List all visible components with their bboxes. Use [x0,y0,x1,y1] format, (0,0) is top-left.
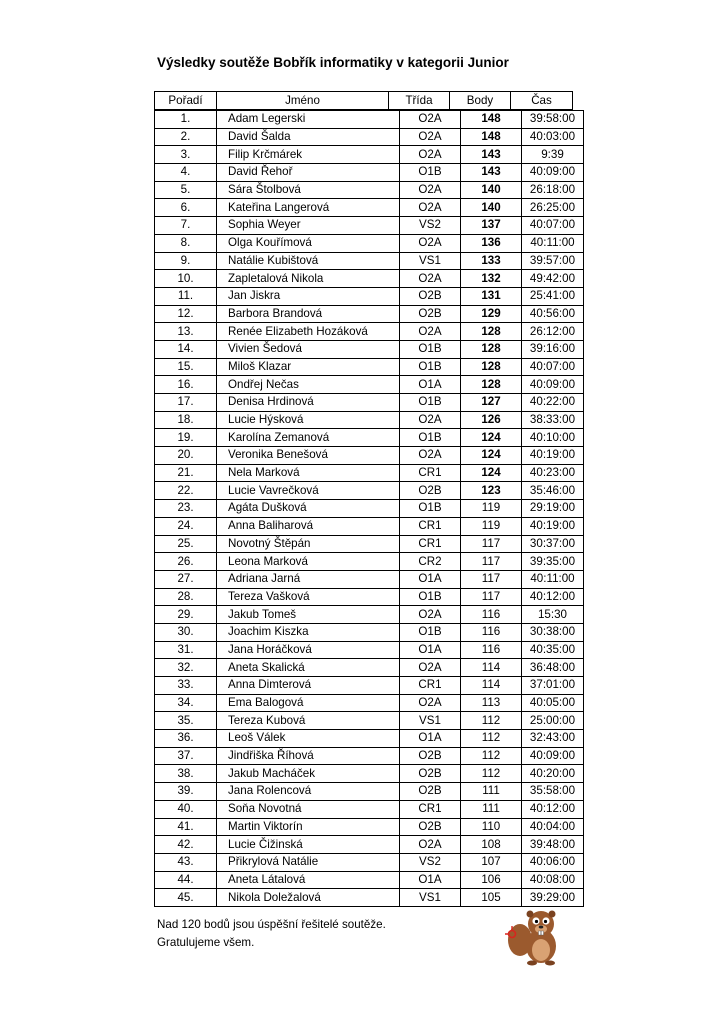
cell-rank: 9. [155,252,217,270]
cell-name: Renée Elizabeth Hozáková [217,323,400,341]
cell-class: O2A [400,323,461,341]
cell-rank: 12. [155,305,217,323]
table-row [155,871,584,889]
cell-points: 140 [461,181,522,199]
cell-class: O2A [400,447,461,465]
cell-class: O2A [400,111,461,129]
cell-rank: 38. [155,765,217,783]
beaver-foot-right [545,961,555,966]
cell-name: Zapletalová Nikola [217,270,400,288]
cell-points: 148 [461,111,522,129]
cell-time: 40:10:00 [522,429,584,447]
cell-time: 39:58:00 [522,111,584,129]
cell-rank: 36. [155,730,217,748]
cell-class: CR1 [400,517,461,535]
footer-congrats: Gratulujeme všem. [157,936,255,949]
cell-class: O2A [400,411,461,429]
table-row [155,800,584,818]
cell-rank: 22. [155,482,217,500]
beaver-belly [532,939,550,961]
beaver-tooth-right [541,931,543,935]
cell-rank: 24. [155,517,217,535]
cell-points: 132 [461,270,522,288]
cell-rank: 43. [155,853,217,871]
cell-rank: 1. [155,111,217,129]
cell-time: 35:58:00 [522,783,584,801]
cell-class: O2A [400,234,461,252]
table-row [155,677,584,695]
cell-name: Filip Krčmárek [217,146,400,164]
table-row [155,889,584,907]
cell-time: 40:56:00 [522,305,584,323]
cell-points: 148 [461,128,522,146]
cell-time: 40:05:00 [522,694,584,712]
column-header-time: Čas [511,92,573,110]
cell-class: CR1 [400,677,461,695]
cell-name: Lucie Vavrečková [217,482,400,500]
cell-class: O1B [400,394,461,412]
cell-name: Ema Balogová [217,694,400,712]
cell-points: 114 [461,677,522,695]
table-row [155,570,584,588]
cell-rank: 5. [155,181,217,199]
table-row [155,500,584,518]
cell-time: 40:20:00 [522,765,584,783]
cell-class: O2A [400,836,461,854]
cell-points: 117 [461,535,522,553]
table-row [155,323,584,341]
cell-class: O1B [400,340,461,358]
cell-name: Leona Marková [217,553,400,571]
cell-rank: 28. [155,588,217,606]
cell-rank: 14. [155,340,217,358]
results-header [154,91,573,110]
cell-class: O2A [400,659,461,677]
cell-points: 123 [461,482,522,500]
cell-rank: 32. [155,659,217,677]
cell-class: O2B [400,783,461,801]
cell-name: Sophia Weyer [217,217,400,235]
table-row [155,340,584,358]
cell-class: CR1 [400,464,461,482]
cell-rank: 29. [155,606,217,624]
cell-points: 112 [461,730,522,748]
results-body [155,111,584,907]
cell-points: 112 [461,747,522,765]
cell-points: 117 [461,588,522,606]
cell-name: Leoš Válek [217,730,400,748]
table-row [155,730,584,748]
cell-class: O1A [400,730,461,748]
cell-time: 30:38:00 [522,623,584,641]
cell-class: O1B [400,623,461,641]
table-row [155,358,584,376]
column-header-name: Jméno [217,92,389,110]
table-row [155,376,584,394]
cell-class: O1B [400,429,461,447]
cell-time: 38:33:00 [522,411,584,429]
cell-rank: 26. [155,553,217,571]
cell-time: 26:25:00 [522,199,584,217]
table-row [155,853,584,871]
cell-points: 127 [461,394,522,412]
cell-name: Přikrylová Natálie [217,853,400,871]
cell-time: 25:00:00 [522,712,584,730]
cell-points: 116 [461,623,522,641]
table-row [155,641,584,659]
cell-class: O1B [400,500,461,518]
cell-points: 110 [461,818,522,836]
cell-class: VS2 [400,853,461,871]
cell-rank: 6. [155,199,217,217]
cell-time: 15:30 [522,606,584,624]
cell-time: 39:29:00 [522,889,584,907]
cell-points: 136 [461,234,522,252]
cell-class: O1B [400,164,461,182]
table-row [155,836,584,854]
cell-class: O2A [400,606,461,624]
cell-name: Jindřiška Říhová [217,747,400,765]
cell-points: 105 [461,889,522,907]
cell-name: Miloš Klazar [217,358,400,376]
cell-rank: 10. [155,270,217,288]
cell-rank: 2. [155,128,217,146]
cell-name: Anna Baliharová [217,517,400,535]
cell-points: 128 [461,323,522,341]
beaver-foot-left [527,961,537,966]
cell-name: Barbora Brandová [217,305,400,323]
cell-rank: 4. [155,164,217,182]
cell-time: 40:03:00 [522,128,584,146]
cell-name: Soňa Novotná [217,800,400,818]
beaver-nose [539,926,544,929]
cell-rank: 3. [155,146,217,164]
cell-name: Jana Horáčková [217,641,400,659]
cell-name: David Šalda [217,128,400,146]
cell-time: 40:09:00 [522,747,584,765]
table-row [155,270,584,288]
cell-name: Anna Dimterová [217,677,400,695]
cell-points: 129 [461,305,522,323]
cell-time: 40:12:00 [522,588,584,606]
cell-name: Jana Rolencová [217,783,400,801]
cell-name: Olga Kouřímová [217,234,400,252]
cell-time: 40:11:00 [522,234,584,252]
table-row [155,818,584,836]
cell-time: 35:46:00 [522,482,584,500]
cell-time: 40:07:00 [522,217,584,235]
cell-class: O2B [400,305,461,323]
cell-name: Veronika Benešová [217,447,400,465]
table-row [155,659,584,677]
cell-name: Tereza Vašková [217,588,400,606]
cell-points: 107 [461,853,522,871]
cell-points: 128 [461,340,522,358]
cell-points: 117 [461,553,522,571]
cell-time: 40:06:00 [522,853,584,871]
cell-rank: 40. [155,800,217,818]
cell-rank: 16. [155,376,217,394]
cell-class: CR1 [400,535,461,553]
cell-points: 140 [461,199,522,217]
table-row [155,447,584,465]
cell-class: VS1 [400,889,461,907]
cell-time: 40:09:00 [522,376,584,394]
cell-class: CR2 [400,553,461,571]
cell-name: Karolína Zemanová [217,429,400,447]
cell-rank: 42. [155,836,217,854]
cell-name: Vivien Šedová [217,340,400,358]
cell-rank: 7. [155,217,217,235]
table-row [155,411,584,429]
table-row [155,588,584,606]
table-row [155,765,584,783]
cell-time: 40:35:00 [522,641,584,659]
cell-class: O2B [400,818,461,836]
column-header-rank: Pořadí [155,92,217,110]
table-row [155,783,584,801]
cell-class: O1B [400,588,461,606]
cell-points: 111 [461,800,522,818]
cell-class: O1B [400,358,461,376]
cell-time: 39:57:00 [522,252,584,270]
table-row [155,606,584,624]
table-row [155,517,584,535]
cell-class: O2B [400,747,461,765]
cell-time: 30:37:00 [522,535,584,553]
cell-points: 106 [461,871,522,889]
cell-rank: 11. [155,287,217,305]
table-row [155,305,584,323]
cell-name: Aneta Skalická [217,659,400,677]
cell-points: 114 [461,659,522,677]
page-title: Výsledky soutěže Bobřík informatiky v kategorii Junior [157,55,509,70]
cell-class: O2A [400,128,461,146]
cell-rank: 27. [155,570,217,588]
cell-name: Martin Viktorín [217,818,400,836]
cell-time: 37:01:00 [522,677,584,695]
footer-note [157,916,386,952]
cell-points: 126 [461,411,522,429]
cell-name: Kateřina Langerová [217,199,400,217]
cell-points: 116 [461,606,522,624]
column-header-class: Třída [389,92,450,110]
cell-time: 26:12:00 [522,323,584,341]
cell-rank: 35. [155,712,217,730]
cell-time: 40:09:00 [522,164,584,182]
cell-rank: 23. [155,500,217,518]
table-row [155,234,584,252]
cell-class: O2A [400,270,461,288]
cell-points: 137 [461,217,522,235]
cell-name: Joachim Kiszka [217,623,400,641]
cell-points: 128 [461,358,522,376]
table-row [155,111,584,129]
cell-time: 39:16:00 [522,340,584,358]
cell-points: 124 [461,447,522,465]
cell-time: 40:22:00 [522,394,584,412]
cell-time: 49:42:00 [522,270,584,288]
cell-time: 40:07:00 [522,358,584,376]
cell-class: O2A [400,181,461,199]
cell-name: Jan Jiskra [217,287,400,305]
table-row [155,287,584,305]
cell-rank: 15. [155,358,217,376]
cell-rank: 33. [155,677,217,695]
cell-rank: 20. [155,447,217,465]
beaver-ear-right [549,911,556,918]
cell-time: 40:23:00 [522,464,584,482]
cell-name: Denisa Hrdinová [217,394,400,412]
cell-rank: 41. [155,818,217,836]
cell-name: Sára Štolbová [217,181,400,199]
cell-points: 116 [461,641,522,659]
cell-points: 131 [461,287,522,305]
cell-rank: 45. [155,889,217,907]
cell-time: 40:19:00 [522,447,584,465]
cell-name: Lucie Čižinská [217,836,400,854]
cell-points: 119 [461,500,522,518]
beaver-mascot-icon [503,906,565,966]
footer-success-note: Nad 120 bodů jsou úspěšní řešitelé soutěže. [157,918,386,931]
cell-rank: 34. [155,694,217,712]
cell-rank: 39. [155,783,217,801]
cell-class: CR1 [400,800,461,818]
cell-time: 39:48:00 [522,836,584,854]
table-row [155,181,584,199]
cell-time: 32:43:00 [522,730,584,748]
cell-name: David Řehoř [217,164,400,182]
cell-rank: 17. [155,394,217,412]
cell-name: Nikola Doležalová [217,889,400,907]
cell-points: 111 [461,783,522,801]
cell-time: 40:11:00 [522,570,584,588]
cell-name: Aneta Látalová [217,871,400,889]
table-row [155,482,584,500]
results-table [154,110,584,907]
cell-name: Lucie Hýsková [217,411,400,429]
cell-rank: 21. [155,464,217,482]
cell-time: 40:19:00 [522,517,584,535]
beaver-ear-left [527,911,534,918]
cell-points: 124 [461,464,522,482]
cell-class: O2A [400,199,461,217]
cell-time: 9:39 [522,146,584,164]
cell-rank: 30. [155,623,217,641]
cell-name: Jakub Tomeš [217,606,400,624]
cell-rank: 37. [155,747,217,765]
header-row [155,92,573,110]
cell-name: Novotný Štěpán [217,535,400,553]
cell-name: Nela Marková [217,464,400,482]
cell-rank: 19. [155,429,217,447]
beaver-tooth-left [539,931,541,935]
table-row [155,535,584,553]
table-row [155,252,584,270]
cell-class: O2B [400,765,461,783]
table-row [155,394,584,412]
cell-points: 119 [461,517,522,535]
cell-time: 40:08:00 [522,871,584,889]
cell-class: O1A [400,376,461,394]
cell-rank: 44. [155,871,217,889]
table-row [155,464,584,482]
cell-time: 39:35:00 [522,553,584,571]
cell-time: 40:12:00 [522,800,584,818]
cell-class: O2B [400,482,461,500]
cell-name: Ondřej Nečas [217,376,400,394]
cell-points: 117 [461,570,522,588]
cell-class: VS2 [400,217,461,235]
cell-points: 108 [461,836,522,854]
cell-rank: 25. [155,535,217,553]
cell-time: 36:48:00 [522,659,584,677]
cell-points: 112 [461,765,522,783]
cell-time: 29:19:00 [522,500,584,518]
table-row [155,694,584,712]
cell-rank: 31. [155,641,217,659]
cell-class: VS1 [400,252,461,270]
cell-class: O1A [400,871,461,889]
table-row [155,623,584,641]
cell-class: O2A [400,146,461,164]
cell-rank: 8. [155,234,217,252]
cell-points: 128 [461,376,522,394]
table-row [155,128,584,146]
cell-points: 113 [461,694,522,712]
cell-points: 124 [461,429,522,447]
table-row [155,429,584,447]
cell-class: O2A [400,694,461,712]
cell-points: 112 [461,712,522,730]
cell-rank: 18. [155,411,217,429]
cell-name: Adam Legerski [217,111,400,129]
cell-rank: 13. [155,323,217,341]
cell-class: VS1 [400,712,461,730]
cell-name: Tereza Kubová [217,712,400,730]
cell-name: Agáta Dušková [217,500,400,518]
table-row [155,199,584,217]
cell-name: Adriana Jarná [217,570,400,588]
cell-time: 40:04:00 [522,818,584,836]
table-row [155,217,584,235]
cell-time: 26:18:00 [522,181,584,199]
table-row [155,164,584,182]
column-header-points: Body [450,92,511,110]
table-row [155,712,584,730]
table-row [155,553,584,571]
cell-name: Jakub Macháček [217,765,400,783]
cell-class: O1A [400,570,461,588]
cell-points: 143 [461,146,522,164]
cell-time: 25:41:00 [522,287,584,305]
cell-points: 143 [461,164,522,182]
table-row [155,747,584,765]
cell-points: 133 [461,252,522,270]
cell-class: O2B [400,287,461,305]
cell-class: O1A [400,641,461,659]
cell-name: Natálie Kubištová [217,252,400,270]
table-row [155,146,584,164]
